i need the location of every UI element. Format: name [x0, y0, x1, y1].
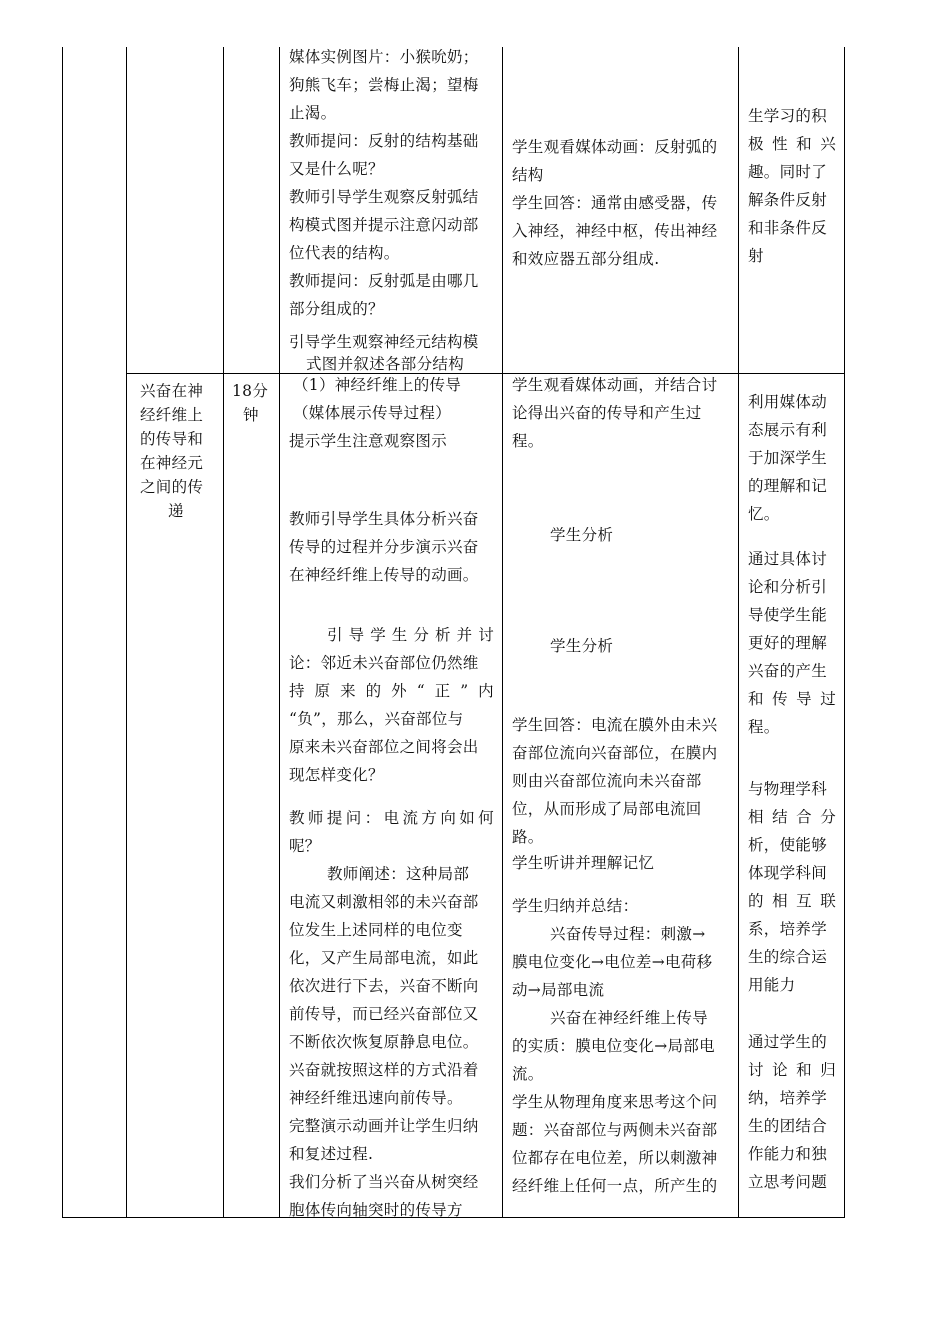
text-line: 更好的理解	[748, 634, 828, 652]
text-line: （媒体展示传导过程）	[293, 404, 452, 422]
text-line: 教师阐述：这种局部	[327, 865, 470, 883]
text-line: 兴奋的产生	[748, 662, 828, 680]
text-line: 入神经，神经中枢，传出神经	[512, 222, 718, 240]
text-line: 生学习的积	[748, 107, 828, 125]
text-line: 学生回答：通常由感受器，传	[512, 194, 718, 212]
text-line: 教师提问：反射弧是由哪几	[289, 272, 479, 290]
text-line: 解条件反射	[748, 191, 828, 209]
text-line: 路。	[512, 828, 544, 846]
text-line: 学生分析	[550, 637, 614, 655]
text-line: 学生观看媒体动画：反射弧的	[512, 138, 718, 156]
text-line: 神经纤维迅速向前传导。	[289, 1089, 463, 1107]
text-line: 系，培养学	[748, 920, 828, 938]
text-line: 体现学科间	[748, 864, 828, 882]
text-line	[748, 1057, 836, 1085]
text-line: 学生分析	[550, 526, 614, 544]
text-line: 兴奋传导过程：刺激→	[550, 925, 706, 943]
text-line: 忆。	[748, 505, 780, 523]
text-line-justified: 相结合分	[748, 808, 836, 826]
text-line: 教师引导学生具体分析兴奋	[289, 510, 479, 528]
text-line: 完整演示动画并让学生归纳	[289, 1117, 479, 1135]
text-line: 利用媒体动	[748, 393, 828, 411]
text-line: 学生归纳并总结：	[512, 897, 639, 915]
text-line: 于加深学生	[748, 449, 828, 467]
text-line: 动→局部电流	[512, 981, 605, 999]
text-line: 经纤维上任何一点，所产生的	[512, 1177, 718, 1195]
table-column-divider	[738, 47, 739, 1218]
table-column-divider	[502, 47, 503, 1218]
table-border-right	[844, 47, 845, 1218]
text-line: 我们分析了当兴奋从树突经	[289, 1173, 479, 1191]
text-line: 不断依次恢复原静息电位。	[289, 1033, 479, 1051]
text-line: 传导的过程并分步演示兴奋	[289, 538, 479, 556]
text-line: 胞体传向轴突时的传导方	[289, 1201, 463, 1219]
text-line: 奋部位流向兴奋部位，在膜内	[512, 744, 718, 762]
text-line	[289, 678, 494, 706]
text-line: 引导学生观察神经元结构模	[289, 333, 479, 351]
text-line: 与物理学科	[748, 780, 828, 798]
text-line: 用能力	[748, 976, 796, 994]
text-line: 的实质：膜电位变化→局部电	[512, 1037, 715, 1055]
text-line: 题：兴奋部位与两侧未兴奋部	[512, 1121, 718, 1139]
text-line: 立思考问题	[748, 1173, 828, 1191]
text-line	[748, 804, 836, 832]
text-line-justified: 教师提问：电流方向如何	[289, 809, 494, 827]
text-line: 依次进行下去，兴奋不断向	[289, 977, 479, 995]
text-line: 学生回答：电流在膜外由未兴	[512, 716, 718, 734]
text-line: 趣。同时了	[748, 163, 828, 181]
text-line: 膜电位变化→电位差→电荷移	[512, 953, 713, 971]
row-divider	[126, 373, 844, 374]
text-line: 生的团结合	[748, 1117, 828, 1135]
text-line: 兴奋在神	[140, 382, 204, 400]
text-line: 兴奋在神经纤维上传导	[550, 1009, 709, 1027]
text-line: 的理解和记	[748, 477, 828, 495]
text-line: 位发生上述同样的电位变	[289, 921, 463, 939]
text-line: 化，又产生局部电流，如此	[289, 949, 479, 967]
text-line: 程。	[748, 718, 780, 736]
table-column-divider	[126, 47, 127, 1218]
text-line: 程。	[512, 432, 544, 450]
text-line: 狗熊飞车；尝梅止渴；望梅	[289, 76, 479, 94]
text-line: 论：邻近未兴奋部位仍然维	[289, 654, 479, 672]
text-line	[748, 686, 836, 714]
text-line: 结构	[512, 166, 544, 184]
text-line: 教师引导学生观察反射弧结	[289, 188, 479, 206]
text-line: 原来未兴奋部位之间将会出	[289, 738, 479, 756]
text-line-justified: 极性和兴	[748, 135, 836, 153]
text-line: 又是什么呢？	[289, 160, 384, 178]
text-line: 通过学生的	[748, 1033, 828, 1051]
text-line: 学生从物理角度来思考这个问	[512, 1093, 718, 1111]
text-line-justified: 讨论和归	[748, 1061, 836, 1079]
text-line: 的传导和	[140, 430, 204, 448]
text-line: 构模式图并提示注意闪动部	[289, 216, 479, 234]
text-line: 流。	[512, 1065, 544, 1083]
table-border-left	[62, 47, 63, 1218]
text-line: 部分组成的？	[289, 300, 384, 318]
text-line: 位，从而形成了局部电流回	[512, 800, 702, 818]
text-line: 电流又刺激相邻的未兴奋部	[289, 893, 479, 911]
text-line	[289, 805, 494, 833]
table-column-divider	[279, 47, 280, 1218]
text-line	[327, 622, 494, 650]
text-line-justified: 引导学生分析并讨	[327, 626, 494, 644]
text-line: 和非条件反	[748, 219, 828, 237]
text-line-justified: 的相互联	[748, 892, 836, 910]
text-line: 导使学生能	[748, 606, 828, 624]
text-line: 生的综合运	[748, 948, 828, 966]
text-line: 态展示有利	[748, 421, 828, 439]
text-line: 钟	[243, 406, 259, 424]
text-line: 和复述过程.	[289, 1145, 374, 1163]
text-line: 位代表的结构。	[289, 244, 400, 262]
text-line-justified: 持原来的外“正”内	[289, 682, 494, 700]
text-line: 通过具体讨	[748, 550, 828, 568]
text-line: 在神经元	[140, 454, 204, 472]
text-line: 教师提问：反射的结构基础	[289, 132, 479, 150]
text-line-justified: 和传导过	[748, 690, 836, 708]
text-line	[748, 888, 836, 916]
text-line: 则由兴奋部位流向未兴奋部	[512, 772, 702, 790]
text-line: 学生听讲并理解记忆	[512, 854, 655, 872]
text-line: 兴奋就按照这样的方式沿着	[289, 1061, 479, 1079]
text-line	[748, 131, 836, 159]
text-line: 射	[748, 247, 764, 265]
text-line: 纳，培养学	[748, 1089, 828, 1107]
text-line: 媒体实例图片：小猴吮奶；	[289, 48, 479, 66]
table-column-divider	[223, 47, 224, 1218]
text-line: 呢？	[289, 837, 321, 855]
text-line: 前传导，而已经兴奋部位又	[289, 1005, 479, 1023]
text-line: 经纤维上	[140, 406, 204, 424]
text-line: 现怎样变化？	[289, 766, 384, 784]
text-line: 论和分析引	[748, 578, 828, 596]
text-line: 析，使能够	[748, 836, 828, 854]
text-line: “负”，那么，兴奋部位与	[289, 710, 464, 728]
text-line: 位都存在电位差，所以刺激神	[512, 1149, 718, 1167]
text-line: 论得出兴奋的传导和产生过	[512, 404, 702, 422]
text-line: 学生观看媒体动画，并结合讨	[512, 376, 718, 394]
text-line: 作能力和独	[748, 1145, 828, 1163]
text-line: 提示学生注意观察图示	[289, 432, 448, 450]
text-line: 止渴。	[289, 104, 337, 122]
text-line: 之间的传	[140, 478, 204, 496]
text-line: 18分	[232, 382, 269, 400]
text-line: 式图并叙述各部分结构	[306, 355, 465, 373]
text-line: （1）神经纤维上的传导	[293, 376, 462, 394]
text-line: 递	[168, 502, 184, 520]
text-line: 在神经纤维上传导的动画。	[289, 566, 479, 584]
text-line: 和效应器五部分组成.	[512, 250, 660, 268]
